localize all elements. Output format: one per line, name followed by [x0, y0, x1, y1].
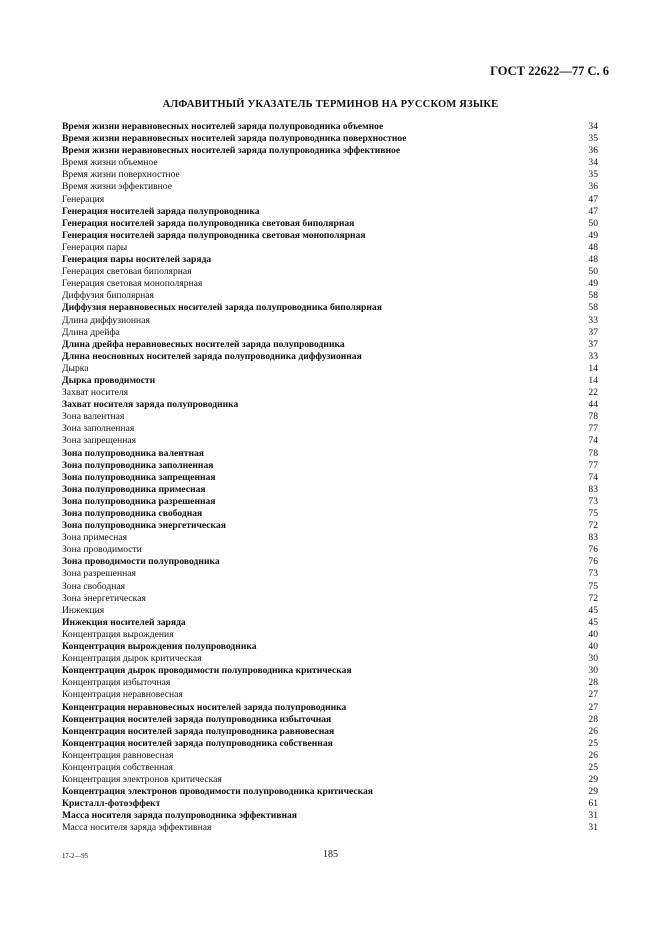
- index-entry: [62, 532, 598, 544]
- index-entry-term: Зона полупроводника энергетическая: [62, 520, 226, 532]
- index-entry: [62, 822, 598, 834]
- index-entry-term: Зона энергетическая: [62, 592, 146, 604]
- index-entry-term: Генерация носителей заряда полупроводника световая биполярная: [62, 217, 355, 229]
- index-entry-page: 25: [588, 737, 598, 749]
- index-entry-page: 30: [588, 653, 598, 665]
- index-entry-term: Концентрация вырождения полупроводника: [62, 641, 257, 653]
- index-entry-term: Дырка проводимости: [62, 374, 156, 386]
- index-entry-term: Время жизни неравновесных носителей заряда полупроводника эффективное: [62, 145, 401, 157]
- index-entry: [62, 133, 598, 145]
- index-entry-page: 29: [588, 774, 598, 786]
- index-entry: [62, 206, 598, 218]
- index-entry: [62, 677, 598, 689]
- index-entry: [62, 218, 598, 230]
- index-entry: [62, 460, 598, 472]
- index-entry-page: 40: [588, 628, 598, 640]
- index-entry-page: 73: [588, 495, 598, 507]
- index-entry: [62, 665, 598, 677]
- index-entry-term: Время жизни неравновесных носителей заряда полупроводника поверхностное: [62, 133, 407, 145]
- index-entry-term: Зона валентная: [62, 411, 125, 423]
- index-entry-term: Концентрация электронов проводимости полупроводника критическая: [62, 786, 373, 798]
- index-entry-term: Инжекция носителей заряда: [62, 616, 186, 628]
- index-entry-term: Зона запрещенная: [62, 435, 137, 447]
- index-entry-page: 37: [588, 326, 598, 338]
- index-entry-page: 33: [588, 350, 598, 362]
- index-entry-page: 26: [588, 725, 598, 737]
- index-entry: [62, 689, 598, 701]
- index-entry-term: Длина дрейфа: [62, 326, 120, 338]
- print-code: 17-2—95: [62, 853, 89, 860]
- index-title: АЛФАВИТНЫЙ УКАЗАТЕЛЬ ТЕРМИНОВ НА РУССКОМ ЯЗЫКЕ: [162, 99, 499, 110]
- index-entry-term: Зона проводимости полупроводника: [62, 556, 220, 568]
- document-reference: ГОСТ 22622—77 С. 6: [490, 64, 609, 78]
- index-entry-page: 75: [588, 580, 598, 592]
- index-entry: [62, 290, 598, 302]
- index-entry: [62, 266, 598, 278]
- index-entry: [62, 508, 598, 520]
- index-entry: [62, 726, 598, 738]
- index-entry: [62, 411, 598, 423]
- index-entry: [62, 484, 598, 496]
- index-entry-term: Генерация световая биполярная: [62, 266, 192, 278]
- index-entry-page: 77: [588, 459, 598, 471]
- index-entry: [62, 278, 598, 290]
- index-entry-term: Генерация: [62, 193, 105, 205]
- index-entry-term: Концентрация дырок проводимости полупроводника критическая: [62, 665, 352, 677]
- index-entry: [62, 786, 598, 798]
- index-entry: [62, 169, 598, 181]
- index-entry-page: 78: [588, 447, 598, 459]
- index-entry: [62, 496, 598, 508]
- index-entry-page: 35: [588, 133, 598, 145]
- index-entry: [62, 750, 598, 762]
- index-entry-page: 28: [588, 677, 598, 689]
- index-entry-term: Зона полупроводника валентная: [62, 447, 204, 459]
- index-entry: [62, 254, 598, 266]
- index-entry-page: 76: [588, 544, 598, 556]
- index-entry: [62, 375, 598, 387]
- index-entry: [62, 617, 598, 629]
- index-entry: [62, 702, 598, 714]
- index-entry-term: Концентрация избыточная: [62, 677, 171, 689]
- index-entry-page: 73: [588, 568, 598, 580]
- index-entry-page: 28: [588, 713, 598, 725]
- index-entry: [62, 145, 598, 157]
- index-entry-page: 26: [588, 749, 598, 761]
- index-entry: [62, 714, 598, 726]
- index-entry-page: 14: [588, 374, 598, 386]
- index-entry-term: Диффузия неравновесных носителей заряда полупроводника биполярная: [62, 302, 382, 314]
- index-entry: [62, 157, 598, 169]
- index-entry-page: 31: [588, 822, 598, 834]
- index-entry-term: Зона полупроводника свободная: [62, 508, 203, 519]
- index-entry-term: Генерация световая монополярная: [62, 278, 203, 290]
- index-entry: [62, 387, 598, 399]
- index-entry: [62, 242, 598, 254]
- index-entry: [62, 435, 598, 447]
- index-entry-page: 74: [588, 435, 598, 447]
- index-entry-page: 50: [588, 266, 598, 278]
- index-entry: [62, 327, 598, 339]
- index-entry-term: Время жизни эффективное: [62, 181, 172, 193]
- index-entry-term: Захват носителя: [62, 387, 129, 399]
- index-entry-term: Время жизни объемное: [62, 157, 158, 169]
- index-entry-term: Зона полупроводника запрещенная: [62, 471, 216, 483]
- index-entry-term: Инжекция: [62, 604, 105, 616]
- index-entry-page: 45: [588, 604, 598, 616]
- index-entry-page: 31: [588, 810, 598, 822]
- index-entry-term: Зона проводимости: [62, 544, 142, 556]
- index-entry-page: 34: [588, 157, 598, 169]
- index-entries-list: [62, 121, 598, 835]
- index-entry-term: Время жизни неравновесных носителей заряда полупроводника объемное: [62, 121, 384, 132]
- index-entry-page: 48: [588, 241, 598, 253]
- index-entry-page: 36: [588, 145, 598, 157]
- index-entry-page: 45: [588, 616, 598, 628]
- index-entry: [62, 448, 598, 460]
- index-entry-term: Генерация носителей заряда полупроводника световая монополярная: [62, 229, 366, 241]
- index-entry: [62, 810, 598, 822]
- index-entry-page: 35: [588, 169, 598, 181]
- index-entry: [62, 605, 598, 617]
- index-entry-page: 14: [588, 362, 598, 374]
- index-entry-term: Масса носителя заряда полупроводника эффективная: [62, 810, 297, 822]
- index-entry-term: Дырка: [62, 362, 89, 374]
- index-entry-page: 72: [588, 592, 598, 604]
- index-entry: [62, 363, 598, 375]
- index-entry: [62, 762, 598, 774]
- index-entry-term: Концентрация носителей заряда полупроводника равновесная: [62, 725, 335, 737]
- index-entry: [62, 798, 598, 810]
- index-entry-page: 78: [588, 411, 598, 423]
- index-entry: [62, 593, 598, 605]
- index-entry-page: 48: [588, 254, 598, 266]
- index-entry-page: 61: [588, 798, 598, 810]
- index-entry-page: 83: [588, 532, 598, 544]
- index-entry-term: Зона заполненная: [62, 423, 135, 435]
- index-entry-term: Длина диффузионная: [62, 314, 150, 326]
- index-entry-page: 37: [588, 338, 598, 350]
- index-entry-term: Диффузия биполярная: [62, 290, 154, 302]
- index-entry-term: Кристалл-фотоэффект: [62, 798, 161, 810]
- index-entry-page: 75: [588, 508, 598, 519]
- index-entry: [62, 520, 598, 532]
- index-entry-page: 72: [588, 520, 598, 532]
- index-entry: [62, 302, 598, 314]
- index-entry: [62, 581, 598, 593]
- index-entry-term: Зона разрешенная: [62, 568, 136, 580]
- index-entry-term: Генерация пары: [62, 241, 128, 253]
- page-number: 185: [323, 849, 338, 860]
- index-entry-page: 33: [588, 314, 598, 326]
- index-entry-page: 76: [588, 556, 598, 568]
- index-entry: [62, 351, 598, 363]
- index-entry: [62, 399, 598, 411]
- index-entry-page: 25: [588, 761, 598, 773]
- index-entry-page: 50: [588, 217, 598, 229]
- index-entry-term: Концентрация неравновесная: [62, 689, 183, 701]
- index-entry-term: Концентрация равновесная: [62, 749, 174, 761]
- index-entry-page: 74: [588, 471, 598, 483]
- index-entry-page: 27: [588, 701, 598, 713]
- index-entry: [62, 315, 598, 327]
- index-entry-page: 34: [588, 121, 598, 132]
- index-entry: [62, 653, 598, 665]
- index-entry-page: 49: [588, 278, 598, 290]
- index-entry: [62, 339, 598, 351]
- index-entry-page: 83: [588, 483, 598, 495]
- index-entry-page: 47: [588, 205, 598, 217]
- index-entry-term: Концентрация дырок критическая: [62, 653, 202, 665]
- index-entry: [62, 738, 598, 750]
- index-entry-term: Захват носителя заряда полупроводника: [62, 399, 239, 411]
- index-entry-term: Концентрация электронов критическая: [62, 774, 222, 786]
- index-entry-page: 58: [588, 302, 598, 314]
- index-entry: [62, 629, 598, 641]
- index-entry-term: Зона свободная: [62, 580, 126, 592]
- index-entry-page: 58: [588, 290, 598, 302]
- index-entry-page: 44: [588, 399, 598, 411]
- index-entry-page: 36: [588, 181, 598, 193]
- index-entry: [62, 472, 598, 484]
- index-entry: [62, 423, 598, 435]
- index-entry-term: Генерация носителей заряда полупроводника: [62, 205, 260, 217]
- index-entry-term: Зона полупроводника примесная: [62, 483, 206, 495]
- index-entry-term: Масса носителя заряда эффективная: [62, 822, 212, 834]
- index-entry-term: Время жизни поверхностное: [62, 169, 180, 181]
- index-entry-term: Концентрация носителей заряда полупроводника избыточная: [62, 713, 332, 725]
- index-entry: [62, 774, 598, 786]
- index-entry: [62, 544, 598, 556]
- index-entry-term: Зона примесная: [62, 532, 128, 544]
- index-entry-page: 77: [588, 423, 598, 435]
- index-entry: [62, 121, 598, 133]
- index-entry-term: Длина неосновных носителей заряда полупроводника диффузионная: [62, 350, 362, 362]
- index-entry-term: Концентрация собственная: [62, 761, 173, 773]
- index-entry-term: Зона полупроводника заполненная: [62, 459, 214, 471]
- index-entry: [62, 194, 598, 206]
- index-entry-term: Зона полупроводника разрешенная: [62, 495, 216, 507]
- index-entry: [62, 181, 598, 193]
- index-entry-page: 40: [588, 641, 598, 653]
- index-entry: [62, 641, 598, 653]
- index-entry-page: 30: [588, 665, 598, 677]
- index-entry-page: 22: [588, 387, 598, 399]
- index-entry-term: Концентрация неравновесных носителей заряда полупроводника: [62, 701, 347, 713]
- index-entry: [62, 568, 598, 580]
- index-entry-page: 47: [588, 193, 598, 205]
- index-entry-term: Генерация пары носителей заряда: [62, 254, 212, 266]
- index-entry-page: 29: [588, 786, 598, 798]
- index-entry-page: 49: [588, 229, 598, 241]
- index-entry-term: Длина дрейфа неравновесных носителей заряда полупроводника: [62, 338, 345, 350]
- index-entry: [62, 230, 598, 242]
- index-entry-page: 27: [588, 689, 598, 701]
- index-entry-term: Концентрация носителей заряда полупроводника собственная: [62, 737, 333, 749]
- index-entry-term: Концентрация вырождения: [62, 628, 174, 640]
- index-entry: [62, 556, 598, 568]
